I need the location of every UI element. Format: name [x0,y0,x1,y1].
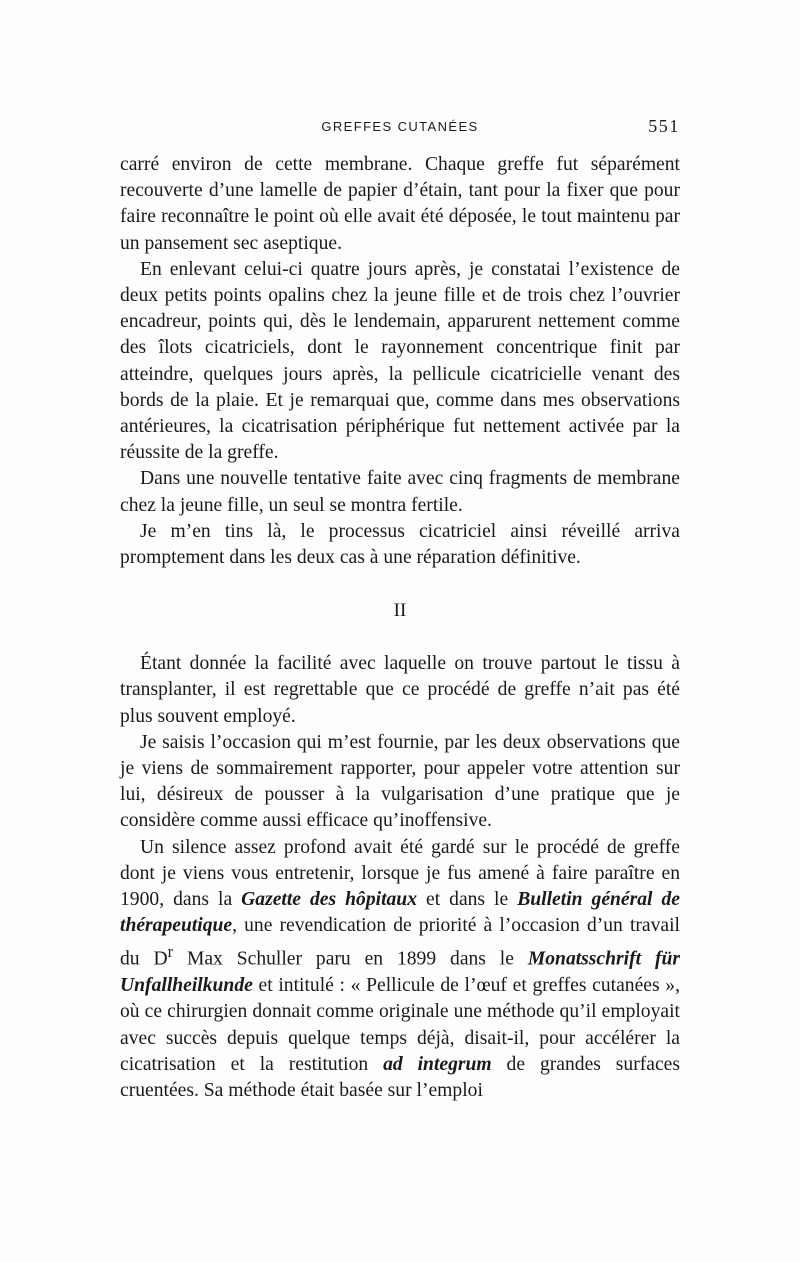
latin-phrase: ad integrum [383,1053,492,1075]
text-run: et dans le [417,889,518,911]
running-header [120,116,680,138]
paragraph: En enlevant celui-ci quatre jours après, je constatai l’existence de deux petits points opalins chez la jeune fille et de trois chez l’ouvrier encadreur, points qui, dès le lendemain, apparurent nettement comme des îlots cicatriciels, dont le rayonnement concentrique finit par atteindre, quelques jours après, la pellicule cicatricielle venant des bords de la plaie. Et je remarquai que, comme dans mes observations antérieures, la cicatrisation périphérique fut nettement activée par la réussite de la greffe. [120,258,680,464]
body-text [120,152,680,1104]
journal-title: Bulletin général de thérapeutique [120,889,680,937]
text-run: et intitulé : « Pellicule de l’œuf et greffes cutanées », où ce chirurgien donnait comme originale une méthode qu’il employait avec succès depuis quelque temps déjà, disait-il, pour accélérer la cicatrisation et la restitution [120,975,680,1075]
text-run: Max Schuller paru en 1899 dans le [173,949,528,971]
running-title: GREFFES CUTANÉES [321,119,479,134]
paragraph: Je saisis l’occasion qui m’est fournie, par les deux observations que je viens de sommairement rapporter, pour appeler votre attention sur lui, désireux de pousser à la vulgarisation d’une pratique que je considère comme aussi efficace qu’inoffensive. [120,731,680,832]
paragraph: Je m’en tins là, le processus cicatriciel ainsi réveillé arriva promptement dans les deux cas à une réparation définitive. [120,520,680,569]
paragraph [120,835,680,1105]
journal-title: Monatsschrift für Unfallheilkunde [120,949,680,997]
paragraph: carré environ de cette membrane. Chaque greffe fut séparément recouverte d’une lamelle de papier d’étain, tant pour la fixer que pour faire reconnaître le point où elle avait été déposée, le tout maintenu par un pansement sec aseptique. [120,154,680,254]
superscript: r [167,942,174,962]
text-run: Un silence assez profond avait été gardé sur le procédé de greffe dont je viens vous entretenir, lorsque je fus amené à faire paraître en 1900, dans la [120,836,680,911]
page-number: 551 [648,116,680,136]
text-run: de grandes surfaces cruentées. Sa méthode était basée sur l’emploi [120,1053,680,1102]
journal-title: Gazette des hôpitaux [241,889,417,911]
paragraph: Dans une nouvelle tentative faite avec cinq fragments de membrane chez la jeune fille, un seul se montra fertile. [120,468,680,516]
text-run: , une revendication de priorité à l’occasion d’un travail du D [120,915,680,971]
paragraph: Étant donnée la facilité avec laquelle on trouve partout le tissu à transplanter, il est regrettable que ce procédé de greffe n’ait pas été plus souvent employé. [120,653,680,727]
section-heading: II [393,600,407,622]
